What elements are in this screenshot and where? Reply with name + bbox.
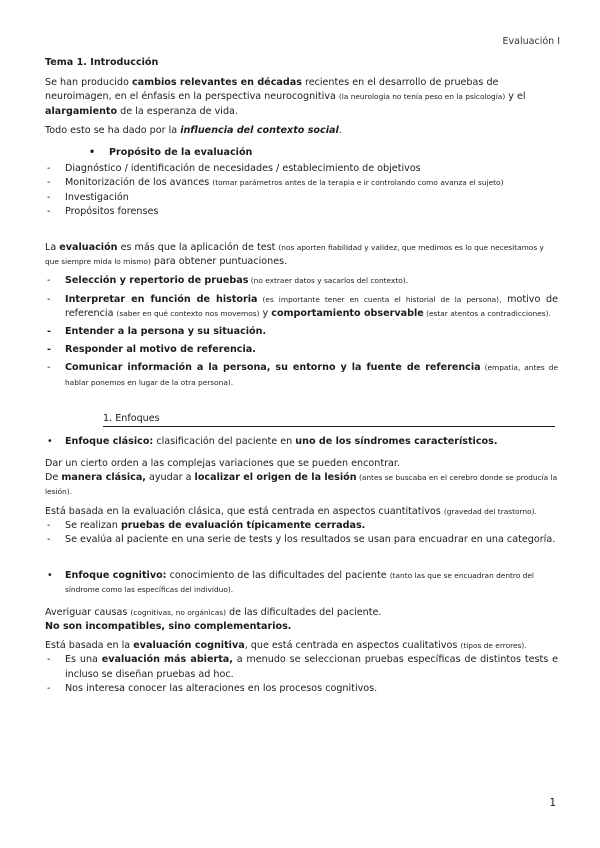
text-run: Se han producido [45,77,132,89]
text-run: de la esperanza de vida. [117,105,238,117]
text-run: Todo esto se ha dado por la [45,124,181,136]
page-title: Tema 1. Introducción [45,57,159,68]
text-run: La [45,242,60,254]
cognitive-item: - Nos interesa conocer las alteraciones en los procesos cognitivos. [45,682,558,696]
spacer [45,449,558,457]
intro-paragraph-1 [45,76,558,119]
classic-item [45,519,558,533]
spacer [45,547,558,569]
aside-note: (tanto las que se encuadran dentro del síndrome como las específicas del individuo). [65,571,534,595]
bold-run: Comunicar información a la persona, su entorno y la fuente de referencia [65,362,481,374]
text-run: para obtener puntuaciones. [150,256,288,268]
aside-note: (estar atentos a contradicciones). [423,308,551,318]
text-run: ayudar a [145,472,195,484]
page-number: 1 [549,797,556,809]
bold-run: cambios relevantes en décadas [131,77,302,89]
bold-run: pruebas de evaluación típicamente cerradas. [120,519,366,531]
bold-run: uno de los síndromes característicos. [295,435,498,447]
text-run: es más que la aplicación de test [117,242,279,254]
page-content [45,56,558,696]
aside-note: (la neurología no tenía peso en la psicología) [338,92,506,102]
aside-note: (saber en qué contexto nos movemos) [116,308,260,318]
classic-approach-bullet [45,435,558,449]
spacer [45,390,558,412]
cognitive-paragraph-1 [45,606,558,620]
text-run: Está basada en la evaluación clásica, que está centrada en aspectos cuantitativos [45,505,444,517]
bold-run: comportamiento observable [271,307,424,319]
bold-italic-run: influencia del contexto social [180,124,339,136]
aside-note: (nos aporten fiabilidad y validez, que medimos es lo que necesitamos y que siempre mida lo mismo) [45,243,544,267]
section-heading-enfoques: 1. Enfoques [103,412,555,427]
bold-run: Selección y repertorio de pruebas [65,275,249,287]
item-text: Monitorización de los avances [65,177,213,189]
classic-paragraph-1: Dar un cierto orden a las complejas variaciones que se pueden encontrar. [45,458,401,470]
aside-note: (tomar parámetros antes de la terapia e ir controlando como avanza el sujeto) [212,178,504,188]
classic-paragraph-3 [45,505,558,519]
cognitive-approach-bullet [45,569,558,597]
cognitive-paragraph-3 [45,639,558,653]
spacer [45,219,558,241]
bold-run: evaluación cognitiva [133,640,245,652]
text-run: y el [505,91,526,103]
aside-note: (cognitivas, no orgánicas) [130,607,226,617]
aside-note: (tipos de errores). [460,641,527,651]
evaluation-item [45,361,558,389]
purpose-heading: • Propósito de la evaluación [45,146,558,160]
aside-note: (es importante tener en cuenta el historial de la persona), [257,294,502,304]
item-text: Investigación [65,191,129,203]
intro-paragraph-2 [45,124,558,138]
text-run: Se realizan [65,519,121,531]
spacer [45,427,558,435]
purpose-item [45,205,558,219]
bold-run: localizar el origen de la lesión [194,472,357,484]
text-run: de las dificultades del paciente. [225,606,382,618]
text-run: Averiguar causas [45,606,131,618]
text-run: conocimiento de las dificultades del paciente [166,570,390,582]
text-run: y [259,307,272,319]
running-header: Evaluación I [502,36,560,47]
text-run: , que está centrada en aspectos cualitativos [244,640,461,652]
aside-note: (no extraer datos y sacarlos del contexto). [248,276,408,286]
evaluation-item [45,293,558,321]
aside-note: (gravedad del trastorno). [443,506,537,516]
item-text: Diagnóstico / identificación de necesidades / establecimiento de objetivos [65,163,421,175]
cognitive-paragraph-2: No son incompatibles, sino complementarios. [45,620,292,632]
bold-run: Enfoque clásico: [65,435,154,447]
purpose-item [45,162,558,176]
text-run: De [45,472,62,484]
aside-note: (empatía, antes de hablar ponemos en lugar de la otra persona). [65,363,558,387]
evaluation-intro [45,241,558,269]
purpose-item [45,191,558,205]
evaluation-item: - Entender a la persona y su situación. [45,325,558,339]
text-run: motivo de referencia [65,293,559,319]
text-run: Está basada en la [45,640,134,652]
evaluation-item: - Responder al motivo de referencia. [45,343,558,357]
text-run: Es una [65,654,102,666]
bold-run: manera clásica, [61,472,146,484]
text-run: . [338,124,342,136]
classic-paragraph-2 [45,471,558,499]
classic-item: - Se evalúa al paciente en una serie de tests y los resultados se usan para encuadrar en una categoría. [45,533,558,547]
bold-run: Interpretar en función de historia [65,293,258,305]
purpose-item [45,176,558,190]
spacer [45,598,558,606]
cognitive-item [45,653,558,681]
evaluation-item [45,274,558,288]
text-run: clasificación del paciente en [153,435,296,447]
aside-note: (antes se buscaba en el cerebro donde se producía la lesión). [45,473,558,497]
item-text: Propósitos forenses [65,205,159,217]
bold-run: alargamiento [45,105,118,117]
text-run: a menudo se seleccionan pruebas específicas de distintos tests e incluso se diseñan pruebas ad hoc. [65,654,559,680]
bold-run: evaluación [59,242,118,254]
bold-run: Enfoque cognitivo: [65,570,167,582]
text-run: recientes en el desarrollo de pruebas de neuroimagen, en el énfasis en la perspectiva neurocognitiva [45,77,499,103]
bold-run: evaluación más abierta, [101,654,233,666]
